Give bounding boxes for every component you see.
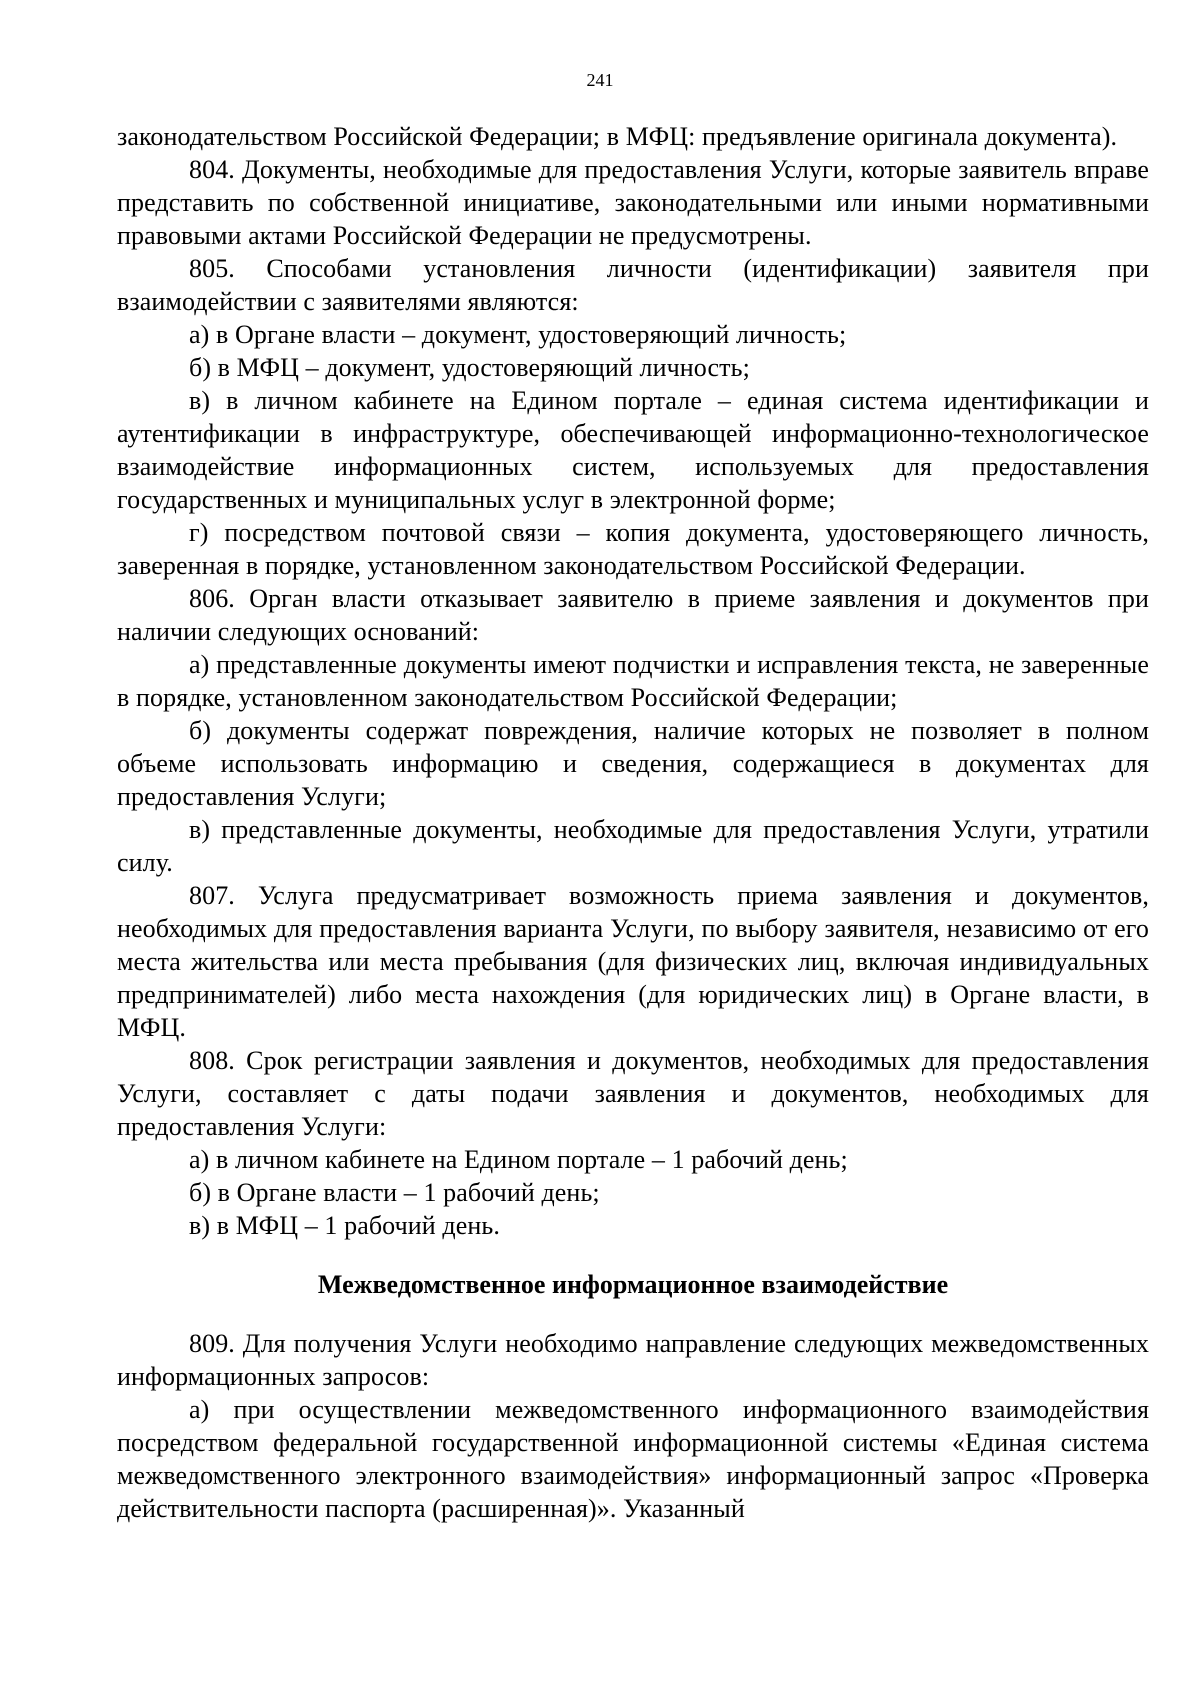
paragraph-809: 809. Для получения Услуги необходимо направление следующих межведомственных информационных запросов:	[117, 1329, 1149, 1391]
paragraph-806: 806. Орган власти отказывает заявителю в приеме заявления и документов при наличии следующих оснований:	[117, 584, 1149, 646]
paragraph-807: 807. Услуга предусматривает возможность приема заявления и документов, необходимых для предоставления варианта Услуги, по выбору заявителя, независимо от его места жительства или места пребывания (для физических лиц, включая индивидуальных предпринимателей) либо места нахождения (для юридических лиц) в Органе власти, в МФЦ.	[117, 881, 1149, 1042]
paragraph-808: 808. Срок регистрации заявления и документов, необходимых для предоставления Услуги, составляет с даты подачи заявления и документов, необходимых для предоставления Услуги:	[117, 1046, 1149, 1141]
list-item-808-v: в) в МФЦ – 1 рабочий день.	[189, 1211, 500, 1240]
list-item-806-v: в) представленные документы, необходимые для предоставления Услуги, утратили силу.	[117, 815, 1149, 877]
list-item-805-a: а) в Органе власти – документ, удостоверяющий личность;	[189, 320, 847, 349]
page-number: 241	[586, 70, 614, 90]
list-item-806-a: а) представленные документы имеют подчистки и исправления текста, не заверенные в порядке, установленном законодательством Российской Федерации;	[117, 650, 1149, 712]
list-item-805-b: б) в МФЦ – документ, удостоверяющий личность;	[189, 353, 750, 382]
paragraph-804: 804. Документы, необходимые для предоставления Услуги, которые заявитель вправе представить по собственной инициативе, законодательными или иными нормативными правовыми актами Российской Федерации не предусмотрены.	[117, 155, 1149, 250]
paragraph-continuation: законодательством Российской Федерации; в МФЦ: предъявление оригинала документа).	[117, 122, 1118, 151]
list-item-806-b: б) документы содержат повреждения, наличие которых не позволяет в полном объеме использовать информацию и сведения, содержащиеся в документах для предоставления Услуги;	[117, 716, 1149, 811]
list-item-809-a: а) при осуществлении межведомственного информационного взаимодействия посредством федеральной государственной информационной системы «Единая система межведомственного электронного взаимодействия» информационный запрос «Проверка действительности паспорта (расширенная)». Указанный	[117, 1395, 1149, 1523]
list-item-808-b: б) в Органе власти – 1 рабочий день;	[189, 1178, 600, 1207]
paragraph-805: 805. Способами установления личности (идентификации) заявителя при взаимодействии с заявителями являются:	[117, 254, 1149, 316]
list-item-805-g: г) посредством почтовой связи – копия документа, удостоверяющего личность, заверенная в порядке, установленном законодательством Российской Федерации.	[117, 518, 1149, 580]
list-item-808-a: а) в личном кабинете на Едином портале – 1 рабочий день;	[189, 1145, 848, 1174]
document-body	[117, 120, 1149, 1525]
list-item-805-v: в) в личном кабинете на Едином портале – единая система идентификации и аутентификации в инфраструктуре, обеспечивающей информационно-технологическое взаимодействие информационных систем, используемых для предоставления государственных и муниципальных услуг в электронной форме;	[117, 386, 1149, 514]
section-heading: Межведомственное информационное взаимодействие	[317, 1270, 949, 1299]
